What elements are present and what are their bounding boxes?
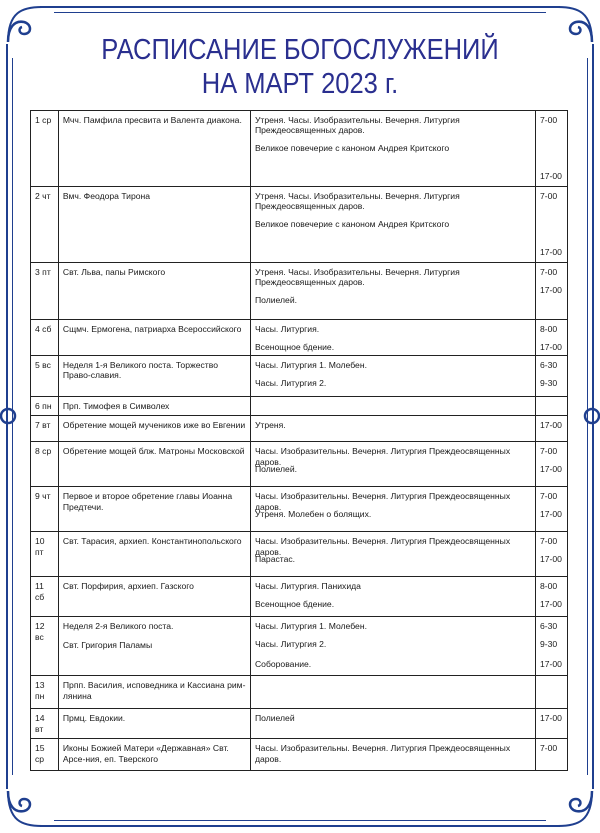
side-ornament-left-icon	[0, 402, 22, 430]
services-cell	[250, 187, 535, 263]
commemoration-text: Обретение мощей блж. Матроны Московской	[62, 446, 245, 457]
table-row	[31, 263, 568, 320]
date-cell: 6 пн	[31, 397, 59, 416]
services-cell	[250, 416, 535, 442]
time-cell	[535, 397, 567, 416]
time-cell	[535, 320, 567, 356]
date-cell: 4 сб	[31, 320, 59, 356]
frame-bottom-line-inner	[54, 820, 546, 821]
time-cell	[535, 356, 567, 397]
services-cell	[250, 709, 535, 739]
commemoration-cell	[58, 397, 250, 416]
time-text: 17-00	[539, 554, 562, 565]
time-cell	[535, 487, 567, 532]
commemoration-text: Прпп. Василия, исповедника и Кассиана рим-лянина	[62, 680, 246, 701]
commemoration-text: Иконы Божией Матери «Державная» Свт. Арсе-ния, еп. Тверского	[62, 743, 229, 764]
commemoration-text: Прп. Тимофея в Символех	[62, 401, 170, 411]
date-cell: 11 сб	[31, 577, 59, 617]
time-text: 6-30	[539, 621, 558, 632]
commemoration-text: Прмц. Евдокии.	[62, 713, 126, 724]
service-text: Великое повечерие с каноном Андрея Критского	[254, 219, 450, 229]
side-ornament-right-icon	[578, 402, 600, 430]
time-text: 17-00	[539, 171, 562, 181]
time-text: 17-00	[539, 659, 562, 670]
commemoration-cell	[58, 263, 250, 320]
service-text: Утреня. Часы. Изобразительны. Вечерня. Литургия Преждеосвященных даров.	[254, 191, 460, 212]
frame-top-line	[40, 6, 560, 8]
time-text: 7-00	[539, 743, 558, 754]
service-text: Часы. Литургия.	[254, 324, 320, 334]
commemoration-text: Неделя 1-я Великого поста. Торжество Право-славия.	[62, 360, 218, 381]
services-cell	[250, 577, 535, 617]
time-cell	[535, 442, 567, 487]
service-text: Парастас.	[254, 554, 296, 565]
time-cell	[535, 709, 567, 739]
time-text: 9-30	[539, 639, 558, 650]
time-text: 7-00	[539, 267, 558, 277]
services-cell	[250, 356, 535, 397]
service-text: Полиелей.	[254, 464, 298, 475]
time-cell	[535, 263, 567, 320]
commemoration-cell	[58, 442, 250, 487]
frame-top-line-inner	[54, 12, 546, 13]
time-text: 8-00	[539, 324, 558, 334]
commemoration-text: Свт. Льва, папы Римского	[62, 267, 166, 277]
service-text: Утреня.	[254, 420, 286, 431]
table-row	[31, 111, 568, 187]
service-text: Полиелей	[254, 713, 295, 724]
date-cell: 13 пн	[31, 676, 59, 709]
time-cell	[535, 617, 567, 676]
service-text: Утреня. Часы. Изобразительны. Вечерня. Литургия Преждеосвященных даров.	[254, 115, 460, 136]
service-text: Часы. Изобразительны. Вечерня. Литургия Преждеосвященных даров.	[254, 446, 511, 467]
table-row	[31, 487, 568, 532]
services-cell	[250, 487, 535, 532]
time-text: 17-00	[539, 464, 562, 475]
corner-ornament-bottom-right-icon	[540, 773, 600, 833]
time-text: 17-00	[539, 420, 562, 431]
commemoration-cell	[58, 676, 250, 709]
time-text: 17-00	[539, 509, 562, 520]
commemoration-cell	[58, 739, 250, 771]
commemoration-cell	[58, 487, 250, 532]
commemoration-cell	[58, 577, 250, 617]
date-cell: 7 вт	[31, 416, 59, 442]
commemoration-cell	[58, 709, 250, 739]
service-text: Часы. Литургия 1. Молебен.	[254, 621, 367, 632]
date-cell: 5 вс	[31, 356, 59, 397]
date-cell: 9 чт	[31, 487, 59, 532]
table-row	[31, 320, 568, 356]
services-cell	[250, 676, 535, 709]
table-row	[31, 617, 568, 676]
services-cell	[250, 263, 535, 320]
service-text: Великое повечерие с каноном Андрея Критского	[254, 143, 450, 153]
schedule-table	[30, 110, 568, 771]
time-text: 7-00	[539, 536, 558, 547]
table-row	[31, 676, 568, 709]
service-text: Утреня. Молебен о болящих.	[254, 509, 372, 520]
commemoration-text: Сщмч. Ермогена, патриарха Всероссийского	[62, 324, 242, 334]
commemoration-text: Свт. Григория Паламы	[62, 639, 153, 650]
date-cell: 14 вт	[31, 709, 59, 739]
frame-bottom-line	[40, 825, 560, 827]
table-row	[31, 532, 568, 577]
time-text: 7-00	[539, 191, 558, 201]
commemoration-text: Обретение мощей мучеников иже во Евгении	[62, 420, 246, 431]
title-line-1: РАСПИСАНИЕ БОГОСЛУЖЕНИЙ	[101, 34, 499, 66]
commemoration-cell	[58, 617, 250, 676]
date-cell: 1 ср	[31, 111, 59, 187]
service-text: Полиелей.	[254, 295, 298, 305]
commemoration-text: Свт. Порфирия, архиеп. Газского	[62, 581, 194, 592]
commemoration-cell	[58, 356, 250, 397]
services-cell	[250, 532, 535, 577]
commemoration-text: Свт. Тарасия, архиеп. Константинопольского	[62, 536, 242, 547]
service-text: Часы. Литургия 2.	[254, 378, 327, 388]
time-text: 7-00	[539, 446, 558, 457]
service-text: Часы. Изобразительны. Вечерня. Литургия Преждеосвященных даров.	[254, 743, 511, 764]
services-cell	[250, 111, 535, 187]
commemoration-cell	[58, 187, 250, 263]
time-text: 17-00	[539, 342, 562, 352]
services-cell	[250, 739, 535, 771]
table-row	[31, 416, 568, 442]
service-text: Утреня. Часы. Изобразительны. Вечерня. Литургия Преждеосвященных даров.	[254, 267, 460, 288]
time-text: 6-30	[539, 360, 558, 370]
time-cell	[535, 111, 567, 187]
commemoration-cell	[58, 111, 250, 187]
services-cell	[250, 442, 535, 487]
time-cell	[535, 739, 567, 771]
date-cell: 3 пт	[31, 263, 59, 320]
commemoration-cell	[58, 532, 250, 577]
table-row	[31, 442, 568, 487]
time-text: 17-00	[539, 247, 562, 257]
date-cell: 8 ср	[31, 442, 59, 487]
service-text: Часы. Литургия 1. Молебен.	[254, 360, 367, 370]
table-row	[31, 577, 568, 617]
service-text: Соборование.	[254, 659, 312, 670]
services-cell	[250, 397, 535, 416]
commemoration-cell	[58, 416, 250, 442]
time-text: 7-00	[539, 491, 558, 502]
time-text: 17-00	[539, 285, 562, 295]
corner-ornament-bottom-left-icon	[0, 773, 60, 833]
time-text: 17-00	[539, 599, 562, 610]
date-cell: 15 ср	[31, 739, 59, 771]
service-text: Часы. Изобразительны. Вечерня. Литургия Преждеосвященных даров.	[254, 536, 511, 557]
commemoration-text: Первое и второе обретение главы Иоанна Предтечи.	[62, 491, 233, 512]
time-cell	[535, 577, 567, 617]
time-text: 7-00	[539, 115, 558, 125]
date-cell: 12 вс	[31, 617, 59, 676]
date-cell: 10 пт	[31, 532, 59, 577]
schedule-body	[31, 111, 568, 771]
title-line-2: НА МАРТ 2023 г.	[201, 68, 399, 100]
table-row	[31, 187, 568, 263]
time-text: 8-00	[539, 581, 558, 592]
service-text: Всенощное бдение.	[254, 599, 335, 610]
time-cell	[535, 676, 567, 709]
commemoration-text: Неделя 2-я Великого поста.	[62, 621, 174, 632]
services-cell	[250, 320, 535, 356]
time-text: 9-30	[539, 378, 558, 388]
commemoration-text: Вмч. Феодора Тирона	[62, 191, 151, 201]
date-cell: 2 чт	[31, 187, 59, 263]
table-row	[31, 709, 568, 739]
time-cell	[535, 532, 567, 577]
table-row	[31, 739, 568, 771]
service-text: Часы. Литургия. Панихида	[254, 581, 361, 592]
time-cell	[535, 187, 567, 263]
commemoration-cell	[58, 320, 250, 356]
table-row	[31, 397, 568, 416]
table-row	[31, 356, 568, 397]
time-cell	[535, 416, 567, 442]
time-text: 17-00	[539, 713, 562, 724]
services-cell	[250, 617, 535, 676]
commemoration-text: Мчч. Памфила пресвита и Валента диакона.	[62, 115, 242, 125]
service-text: Всенощное бдение.	[254, 342, 335, 352]
service-text: Часы. Литургия 2.	[254, 639, 327, 650]
service-text: Часы. Изобразительны. Вечерня. Литургия Преждеосвященных даров.	[254, 491, 511, 512]
page-title	[36, 33, 564, 101]
